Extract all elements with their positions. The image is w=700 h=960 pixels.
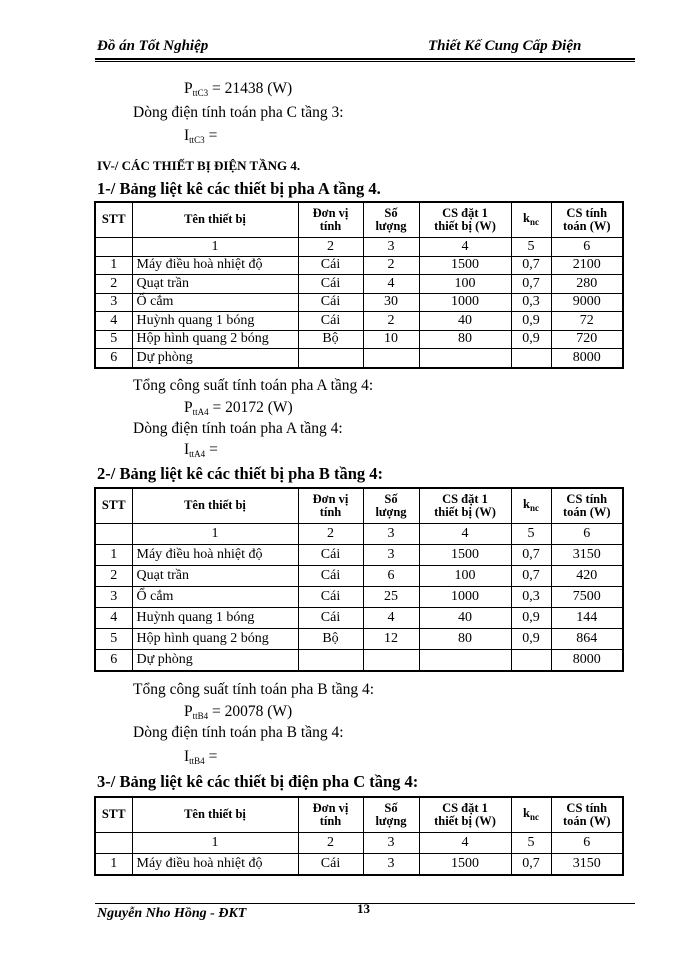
table-cell: Hộp hình quang 2 bóng [132,629,298,650]
table-header-row [95,488,623,524]
i-b4-formula: $I_{ttB4}$ = [184,748,218,766]
table-cell: 30 [363,293,419,312]
index-cell: 5 [511,833,551,854]
header-stt: STT [95,202,132,238]
table-cell: Cái [298,293,363,312]
table-cell: 420 [551,566,623,587]
table-a-total-label: Tổng công suất tính toán pha A tầng 4: [133,377,374,394]
section-heading: IV-/ CÁC THIẾT BỊ ĐIỆN TẦNG 4. [97,158,301,173]
table-header-row [95,202,623,238]
table-a-title: 1-/ Bảng liệt kê các thiết bị pha A tầng 4. [97,179,381,198]
table-cell: Dự phòng [132,650,298,672]
table-cell: 0,7 [511,545,551,566]
table-row [95,293,623,312]
p-a4-formula: $P_{ttA4} = 20172$ (W) [184,399,293,417]
table-b [94,487,624,672]
table-cell: 0,9 [511,629,551,650]
index-cell: 3 [363,833,419,854]
table-cell: 0,7 [511,275,551,294]
table-cell: 4 [363,608,419,629]
table-cell: 100 [419,566,511,587]
table-cell [298,349,363,368]
header-cs-dat: CS đặt 1 thiết bị (W) [419,797,511,833]
header-cs-tinh: CS tính toán (W) [551,797,623,833]
header-stt: STT [95,797,132,833]
table-header-row [95,797,623,833]
table-row [95,349,623,368]
table-index-row [95,833,623,854]
table-cell: 864 [551,629,623,650]
table-cell: 0,7 [511,566,551,587]
table-cell: Ổ cắm [132,293,298,312]
p-b4-formula: $P_{ttB4} = 20078$ (W) [184,703,293,721]
table-cell: 6 [363,566,419,587]
table-a [94,201,624,369]
table-cell [363,650,419,672]
table-cell: 1500 [419,545,511,566]
table-cell: 0,9 [511,608,551,629]
index-cell: 3 [363,238,419,257]
table-cell: Cái [298,608,363,629]
table-c [94,796,624,876]
table-cell [419,349,511,368]
table-row [95,256,623,275]
table-cell: 0,7 [511,854,551,876]
table-cell: 7500 [551,587,623,608]
header-knc: $k_{nc}$ [511,797,551,833]
table-cell: 12 [363,629,419,650]
index-cell: 2 [298,238,363,257]
index-cell: 5 [511,524,551,545]
table-c-title: 3-/ Bảng liệt kê các thiết bị điện pha C tầng 4: [97,772,419,791]
table-row [95,275,623,294]
table-cell: 280 [551,275,623,294]
header-knc: $k_{nc}$ [511,488,551,524]
table-cell: 1 [95,854,132,876]
table-cell: 1000 [419,587,511,608]
table-cell: 1 [95,256,132,275]
index-cell: 1 [132,524,298,545]
table-cell: Cái [298,312,363,331]
table-cell: 144 [551,608,623,629]
table-cell [363,349,419,368]
index-cell: 1 [132,238,298,257]
table-cell: Quạt trần [132,275,298,294]
table-cell: Cái [298,566,363,587]
table-cell: 1500 [419,256,511,275]
table-cell: 0,3 [511,587,551,608]
table-cell: 2 [363,312,419,331]
table-cell: Cái [298,275,363,294]
header-name: Tên thiết bị [132,797,298,833]
header-qty: Số lượng [363,488,419,524]
dong-a4-label: Dòng điện tính toán pha A tầng 4: [133,420,343,437]
table-row [95,854,623,876]
table-cell: 80 [419,629,511,650]
table-cell: Huỳnh quang 1 bóng [132,312,298,331]
table-cell: Quạt trần [132,566,298,587]
index-cell: 1 [132,833,298,854]
header-stt: STT [95,488,132,524]
index-cell: 4 [419,833,511,854]
table-b-title: 2-/ Bảng liệt kê các thiết bị pha B tầng 4: [97,464,384,483]
table-cell: 10 [363,330,419,349]
table-cell: 80 [419,330,511,349]
table-row [95,566,623,587]
table-cell: 0,9 [511,312,551,331]
index-cell: 6 [551,238,623,257]
index-cell: 5 [511,238,551,257]
table-cell: 100 [419,275,511,294]
table-row [95,608,623,629]
table-row [95,312,623,331]
page-number: 13 [357,901,370,916]
table-cell: Cái [298,256,363,275]
table-cell: 2 [363,256,419,275]
header-cs-dat: CS đặt 1 thiết bị (W) [419,488,511,524]
table-cell: Bộ [298,629,363,650]
table-cell: 40 [419,608,511,629]
table-cell: 4 [95,608,132,629]
header-right-title: Thiết Kế Cung Cấp Điện [428,38,582,54]
table-cell: Ổ cắm [132,587,298,608]
table-cell: Máy điều hoà nhiệt độ [132,854,298,876]
table-cell: 1500 [419,854,511,876]
table-cell [298,650,363,672]
table-row [95,587,623,608]
table-cell: Cái [298,545,363,566]
header-unit: Đơn vị tính [298,202,363,238]
table-cell: 9000 [551,293,623,312]
header-left-title: Đồ án Tốt Nghiệp [97,38,209,54]
p-c3-formula: $P_{ttC3} = 21438$ (W) [184,80,293,98]
table-cell: 0,3 [511,293,551,312]
table-row [95,629,623,650]
index-cell: 4 [419,524,511,545]
table-cell [511,349,551,368]
header-qty: Số lượng [363,797,419,833]
table-cell: 3 [363,545,419,566]
header-qty: Số lượng [363,202,419,238]
table-cell: 72 [551,312,623,331]
index-cell: 2 [298,833,363,854]
header-unit: Đơn vị tính [298,797,363,833]
header-divider [95,58,635,60]
table-row [95,545,623,566]
dong-b4-label: Dòng điện tính toán pha B tầng 4: [133,724,344,741]
table-cell [511,650,551,672]
table-cell: 4 [363,275,419,294]
table-cell: Dự phòng [132,349,298,368]
table-cell: 5 [95,330,132,349]
index-cell: 3 [363,524,419,545]
index-cell: 4 [419,238,511,257]
table-cell: 2 [95,566,132,587]
table-row [95,330,623,349]
header-knc: $k_{nc}$ [511,202,551,238]
table-cell: 2100 [551,256,623,275]
footer-author: Nguyễn Nho Hồng - ĐKT [97,906,247,921]
i-c3-formula: $I_{ttC3}$ = [184,127,218,145]
table-cell: 6 [95,349,132,368]
table-cell: 720 [551,330,623,349]
header-name: Tên thiết bị [132,202,298,238]
header-cs-tinh: CS tính toán (W) [551,488,623,524]
table-cell: 2 [95,275,132,294]
table-cell: 3150 [551,545,623,566]
table-cell: 3 [363,854,419,876]
table-cell: 1 [95,545,132,566]
table-cell: Máy điều hoà nhiệt độ [132,256,298,275]
table-cell: 0,7 [511,256,551,275]
table-cell: 6 [95,650,132,672]
header-divider-thin [95,61,635,62]
table-cell: 8000 [551,650,623,672]
table-cell: 3150 [551,854,623,876]
dong-c3-label: Dòng điện tính toán pha C tầng 3: [133,104,344,121]
header-cs-tinh: CS tính toán (W) [551,202,623,238]
table-cell: Máy điều hoà nhiệt độ [132,545,298,566]
i-a4-formula: $I_{ttA4}$ = [184,441,218,459]
table-cell: 5 [95,629,132,650]
table-cell: 40 [419,312,511,331]
table-cell: 0,9 [511,330,551,349]
table-cell: 8000 [551,349,623,368]
header-name: Tên thiết bị [132,488,298,524]
table-cell: 4 [95,312,132,331]
table-row [95,650,623,672]
table-cell: 3 [95,293,132,312]
table-cell: 1000 [419,293,511,312]
table-index-row [95,238,623,257]
table-index-row [95,524,623,545]
table-cell: Cái [298,587,363,608]
table-cell: Hộp hình quang 2 bóng [132,330,298,349]
table-cell: Huỳnh quang 1 bóng [132,608,298,629]
table-cell [419,650,511,672]
table-cell: 25 [363,587,419,608]
table-b-total-label: Tổng công suất tính toán pha B tầng 4: [133,681,375,698]
table-cell: Bộ [298,330,363,349]
header-cs-dat: CS đặt 1 thiết bị (W) [419,202,511,238]
table-cell: Cái [298,854,363,876]
index-cell: 2 [298,524,363,545]
index-cell: 6 [551,833,623,854]
header-unit: Đơn vị tính [298,488,363,524]
index-cell: 6 [551,524,623,545]
table-cell: 3 [95,587,132,608]
